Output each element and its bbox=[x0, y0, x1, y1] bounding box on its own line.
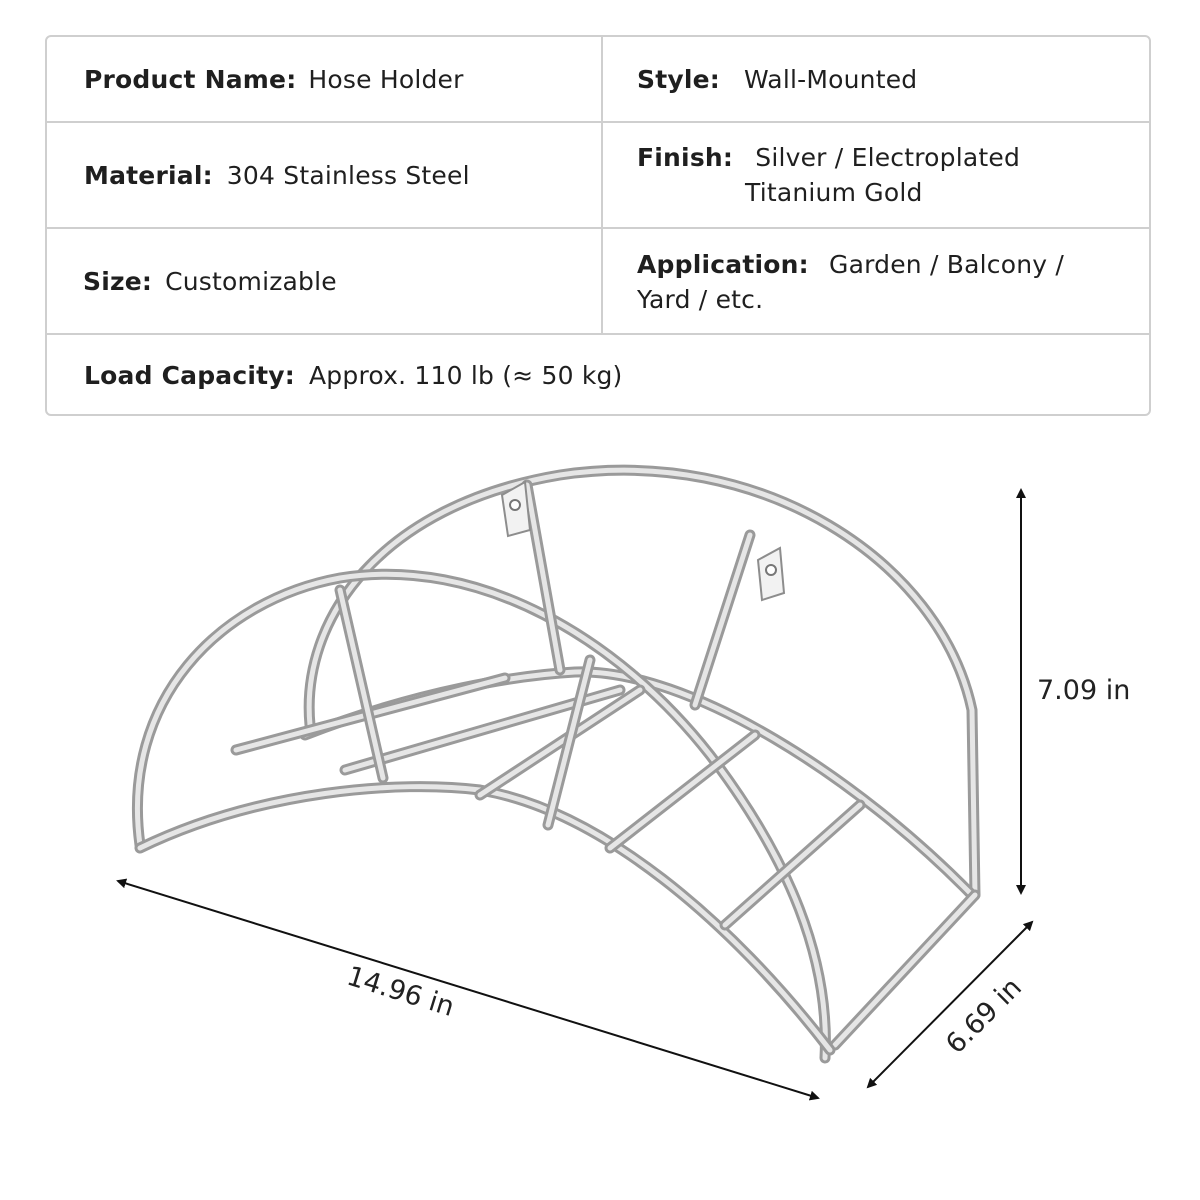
spec-label: Application: bbox=[637, 250, 809, 279]
spec-value: Yard / etc. bbox=[637, 285, 764, 314]
spec-value: Approx. 110 lb (≈ 50 kg) bbox=[309, 360, 623, 390]
spec-label: Product Name: bbox=[84, 64, 297, 94]
spec-value: Garden / Balcony / bbox=[829, 250, 1065, 279]
spec-label: Style: bbox=[637, 64, 720, 94]
depth-label: 6.69 in bbox=[940, 972, 1028, 1060]
spec-value: Wall-Mounted bbox=[743, 64, 918, 94]
mounting-tab bbox=[758, 548, 784, 600]
rod-highlight bbox=[695, 535, 750, 705]
height-label: 7.09 in bbox=[1037, 675, 1131, 706]
spec-label: Material: bbox=[84, 160, 213, 190]
spec-value: 304 Stainless Steel bbox=[226, 160, 470, 190]
spec-label: Load Capacity: bbox=[84, 360, 295, 390]
spec-value: Silver / Electroplated bbox=[755, 143, 1021, 172]
spec-label: Size: bbox=[83, 266, 153, 296]
rod-highlight bbox=[340, 590, 383, 778]
spec-label: Finish: bbox=[637, 143, 734, 172]
spec-value: Hose Holder bbox=[308, 64, 464, 94]
rod-highlight bbox=[527, 485, 560, 670]
width-label: 14.96 in bbox=[343, 960, 458, 1024]
hose-holder-image bbox=[137, 470, 975, 1058]
spec-value: Titanium Gold bbox=[745, 178, 923, 207]
rod-highlight bbox=[835, 895, 975, 1045]
width-dimension-line bbox=[118, 881, 818, 1098]
spec-value: Customizable bbox=[165, 266, 337, 296]
